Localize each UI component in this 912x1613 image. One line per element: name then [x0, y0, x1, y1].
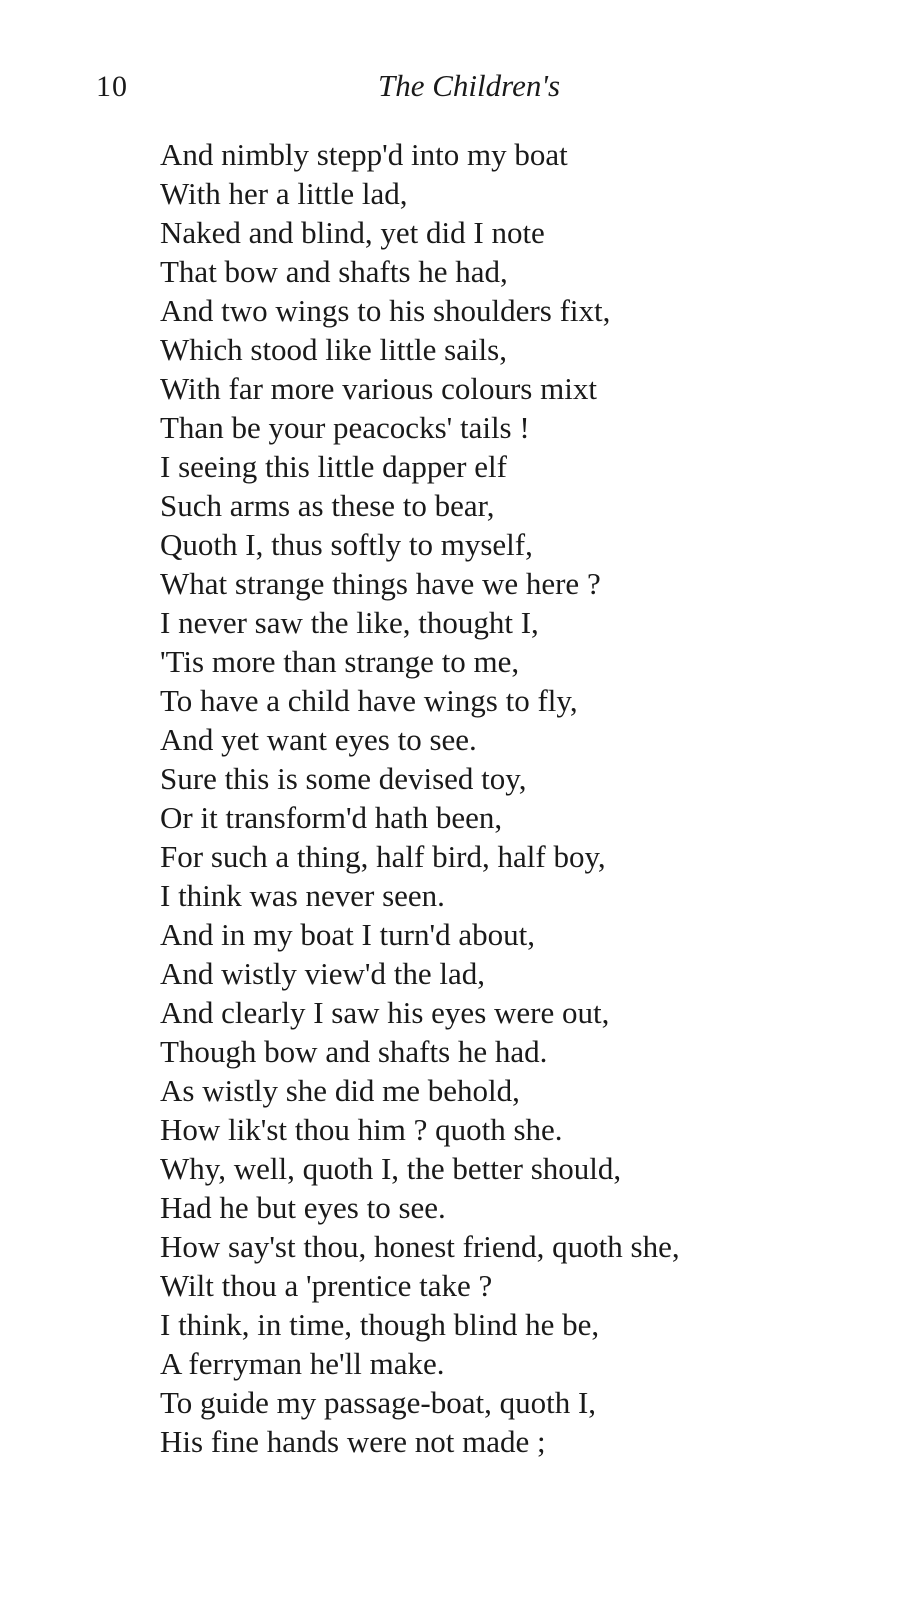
poem-line: Had he but eyes to see. — [160, 1190, 446, 1225]
poem-line: Or it transform'd hath been, — [160, 800, 503, 835]
poem-line: Why, well, quoth I, the better should, — [160, 1151, 622, 1186]
poem-line: Which stood like little sails, — [160, 332, 507, 367]
poem-line: I think was never seen. — [160, 878, 445, 913]
poem-line: And two wings to his shoulders fixt, — [160, 293, 611, 328]
poem-line: To guide my passage-boat, quoth I, — [160, 1385, 597, 1420]
poem-line: How lik'st thou him ? quoth she. — [160, 1112, 563, 1147]
poem-line: Wilt thou a 'prentice take ? — [160, 1268, 493, 1303]
poem-line: What strange things have we here ? — [160, 566, 601, 601]
poem-text — [160, 135, 880, 1461]
poem-line: For such a thing, half bird, half boy, — [160, 839, 606, 874]
poem-line: To have a child have wings to fly, — [160, 683, 578, 718]
poem-line: Than be your peacocks' tails ! — [160, 410, 530, 445]
poem-line: With her a little lad, — [160, 176, 408, 211]
poem-line: With far more various colours mixt — [160, 371, 597, 406]
poem-line: And yet want eyes to see. — [160, 722, 477, 757]
poem-line: That bow and shafts he had, — [160, 254, 508, 289]
running-title: The Children's — [378, 68, 561, 103]
page-number: 10 — [96, 70, 128, 103]
poem-line: And in my boat I turn'd about, — [160, 917, 535, 952]
poem-line: How say'st thou, honest friend, quoth she, — [160, 1229, 680, 1264]
poem-line: A ferryman he'll make. — [160, 1346, 445, 1381]
poem-line: As wistly she did me behold, — [160, 1073, 520, 1108]
poem-line: And clearly I saw his eyes were out, — [160, 995, 610, 1030]
poem-line: I seeing this little dapper elf — [160, 449, 507, 484]
poem-line: Naked and blind, yet did I note — [160, 215, 545, 250]
poem-line: 'Tis more than strange to me, — [160, 644, 520, 679]
poem-line: And wistly view'd the lad, — [160, 956, 486, 991]
poem-line: Such arms as these to bear, — [160, 488, 495, 523]
poem-line: I never saw the like, thought I, — [160, 605, 539, 640]
poem-line: And nimbly stepp'd into my boat — [160, 137, 568, 172]
poem-line: Though bow and shafts he had. — [160, 1034, 548, 1069]
poem-line: Quoth I, thus softly to myself, — [160, 527, 533, 562]
poem-line: Sure this is some devised toy, — [160, 761, 527, 796]
poem-line: His fine hands were not made ; — [160, 1424, 546, 1459]
poem-line: I think, in time, though blind he be, — [160, 1307, 600, 1342]
